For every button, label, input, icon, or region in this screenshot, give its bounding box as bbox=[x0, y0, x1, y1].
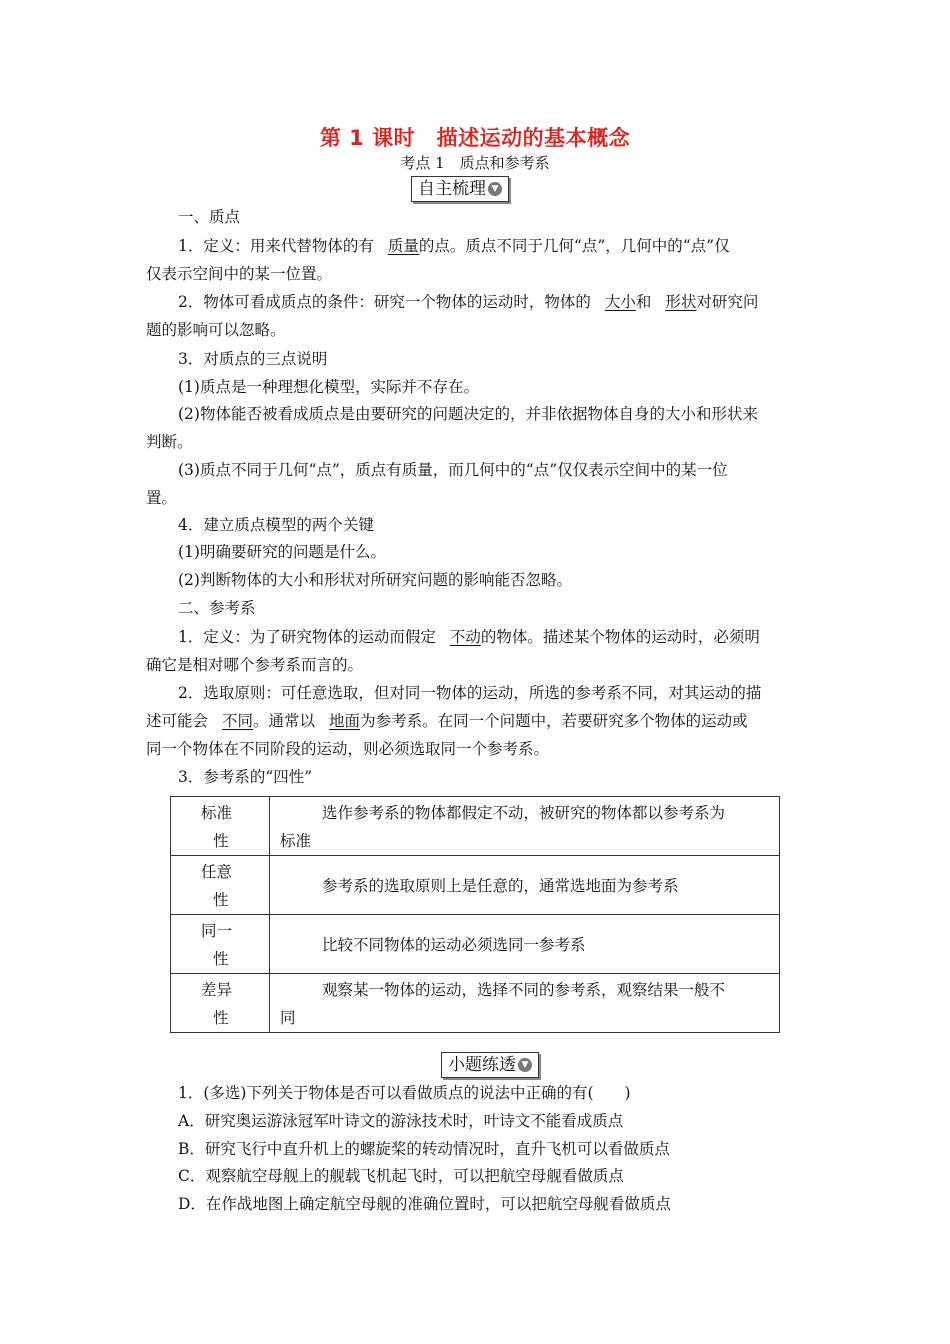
table-row bbox=[171, 856, 780, 915]
ref-para-1-cont: 确它是相对哪个参考系而言的。 bbox=[146, 656, 364, 674]
chevron-down-icon: ▼ bbox=[518, 1058, 532, 1072]
ref-para-2-line-3: 同一个物体在不同阶段的运动，则必须选取同一个参考系。 bbox=[146, 740, 550, 758]
ref-para-2-line-2: 述可能会 不同。通常以 地面为参考系。在同一个问题中，若要研究多个物体的运动或 bbox=[146, 712, 748, 730]
answer-zhiliang: 质量 bbox=[387, 237, 419, 255]
para-2-cont: 题的影响可以忽略。 bbox=[146, 321, 286, 339]
table-key-cell: 标准 性 bbox=[171, 797, 270, 856]
answer-dimian: 地面 bbox=[329, 712, 361, 730]
para-4-item-1: (1)明确要研究的问题是什么。 bbox=[178, 543, 386, 561]
answer-butong: 不同 bbox=[222, 712, 254, 730]
section-box-label: 小题练透 bbox=[448, 1055, 516, 1075]
para-3-head: 3．对质点的三点说明 bbox=[178, 350, 328, 368]
ref-para-1: 1．定义：为了研究物体的运动而假定 不动的物体。描述某个物体的运动时，必须明 bbox=[178, 628, 760, 646]
table-key-cell: 差异 性 bbox=[171, 974, 270, 1033]
table-value-cell: 选作参考系的物体都假定不动，被研究的物体都以参考系为 标准 bbox=[270, 797, 780, 856]
table-row bbox=[171, 797, 780, 856]
exercise-stem: 1．(多选)下列关于物体是否可以看做质点的说法中正确的有( ) bbox=[178, 1084, 631, 1102]
ref-para-3-head: 3．参考系的“四性” bbox=[178, 768, 313, 786]
para-4-item-2: (2)判断物体的大小和形状对所研究问题的影响能否忽略。 bbox=[178, 571, 572, 589]
section-box-label: 自主梳理 bbox=[418, 179, 486, 199]
heading-zhidian: 一、质点 bbox=[178, 208, 241, 226]
para-4-head: 4．建立质点模型的两个关键 bbox=[178, 516, 374, 534]
table-row bbox=[171, 915, 780, 974]
table-value-cell: 参考系的选取原则上是任意的，通常选地面为参考系 bbox=[270, 856, 780, 915]
exercise-option-c: C．观察航空母舰上的舰载飞机起飞时，可以把航空母舰看做质点 bbox=[178, 1167, 624, 1185]
para-3-item-1: (1)质点是一种理想化模型，实际并不存在。 bbox=[178, 378, 479, 396]
exercise-option-a: A．研究奥运游泳冠军叶诗文的游泳技术时，叶诗文不能看成质点 bbox=[178, 1112, 624, 1130]
section-box-xiaoti bbox=[441, 1052, 539, 1078]
answer-budong: 不动 bbox=[449, 628, 481, 646]
exercise-option-b: B．研究飞行中直升机上的螺旋桨的转动情况时，直升飞机可以看做质点 bbox=[178, 1140, 670, 1158]
heading-cankaoxi: 二、参考系 bbox=[178, 599, 256, 617]
answer-xingzhuang: 形状 bbox=[665, 293, 697, 311]
para-2: 2．物体可看成质点的条件：研究一个物体的运动时，物体的 大小和 形状对研究问 bbox=[178, 293, 759, 311]
para-3-item-2-cont: 判断。 bbox=[146, 433, 193, 451]
exercise-option-d: D．在作战地图上确定航空母舰的准确位置时，可以把航空母舰看做质点 bbox=[178, 1195, 671, 1213]
chevron-down-icon: ▼ bbox=[488, 182, 502, 196]
para-1: 1．定义：用来代替物体的有 质量的点。质点不同于几何“点”，几何中的“点”仅 bbox=[178, 237, 730, 255]
lesson-title: 第 1 课时 描述运动的基本概念 bbox=[319, 126, 631, 150]
para-3-item-3: (3)质点不同于几何“点”，质点有质量，而几何中的“点”仅仅表示空间中的某一位 bbox=[178, 461, 728, 479]
table-key-cell: 任意 性 bbox=[171, 856, 270, 915]
para-3-item-2: (2)物体能否被看成质点是由要研究的问题决定的，并非依据物体自身的大小和形状来 bbox=[178, 405, 758, 423]
answer-daxiao: 大小 bbox=[604, 293, 636, 311]
para-1-cont: 仅表示空间中的某一位置。 bbox=[146, 265, 333, 283]
table-key-cell: 同一 性 bbox=[171, 915, 270, 974]
lesson-subtitle: 考点 1 质点和参考系 bbox=[400, 154, 550, 172]
four-properties-table bbox=[170, 796, 780, 1033]
table-row bbox=[171, 974, 780, 1033]
section-box-zizhu bbox=[411, 176, 509, 202]
para-3-item-3-cont: 置。 bbox=[146, 489, 178, 507]
ref-para-2: 2．选取原则：可任意选取，但对同一物体的运动，所选的参考系不同，对其运动的描 bbox=[178, 684, 762, 702]
table-value-cell: 观察某一物体的运动，选择不同的参考系，观察结果一般不 同 bbox=[270, 974, 780, 1033]
table-value-cell: 比较不同物体的运动必须选同一参考系 bbox=[270, 915, 780, 974]
